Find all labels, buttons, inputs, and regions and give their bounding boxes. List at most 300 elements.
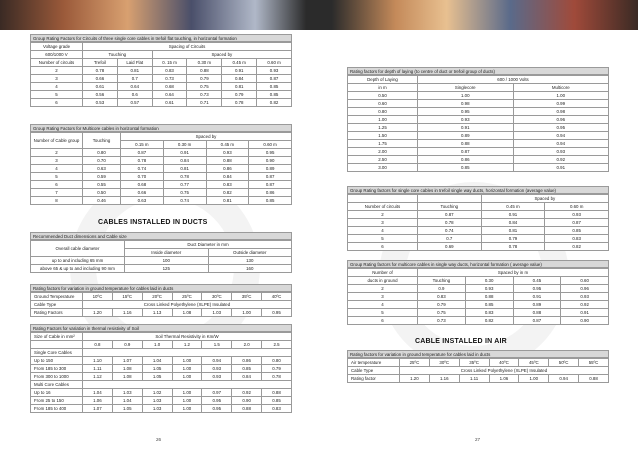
column-header: Number of circuits — [31, 59, 83, 67]
table-cell: 3.00 — [348, 164, 418, 172]
table-cell: 1.05 — [142, 373, 172, 381]
depth-table — [347, 75, 609, 172]
table-cell: 0.96 — [513, 116, 609, 124]
table-cell: 0.95 — [202, 397, 232, 405]
resistivity-cell: 0.9 — [112, 341, 142, 349]
thermal-table — [30, 332, 292, 413]
table-cell: 0.74 — [163, 197, 206, 205]
table-row — [31, 189, 292, 197]
table-cell: 0.69 — [418, 243, 482, 251]
table-cell: 1.75 — [348, 140, 418, 148]
table-row — [348, 108, 609, 116]
table-cell: 0.64 — [152, 91, 187, 99]
table-cell: 1.03 — [142, 397, 172, 405]
table-cell: 0.93 — [545, 211, 609, 219]
table-cell: 0.80 — [262, 357, 292, 365]
trefoil-rating-box — [30, 34, 292, 107]
table-cell: 0.85 — [465, 301, 513, 309]
column-header: Touching — [418, 277, 466, 285]
table-cell: 0.63 — [83, 165, 121, 173]
trefoil-table — [30, 42, 292, 107]
table-cell: 0.93 — [206, 149, 249, 157]
table-cell: 0.83 — [545, 235, 609, 243]
table-cell: 5 — [348, 309, 418, 317]
table-cell: 3 — [31, 75, 83, 83]
table-cell: 1.03 — [142, 405, 172, 413]
table-row — [348, 148, 609, 156]
table-cell: 0.73 — [187, 91, 222, 99]
table-header-row — [348, 277, 609, 285]
table-cell: 1.04 — [112, 397, 142, 405]
multi-core-label: Multi Core Cables — [31, 381, 83, 389]
table-cell: 0.95 — [513, 285, 561, 293]
single-ducts-title: Group Rating factors for single core cables in trefoil single way ducts, horizontal formation (average value) — [347, 186, 609, 194]
thermal-resistivity-box — [30, 324, 292, 413]
table-cell: 0.78 — [163, 173, 206, 181]
temp-cell: 30ºC — [202, 293, 232, 301]
table-row — [348, 293, 609, 301]
table-cell: 0.87 — [418, 148, 514, 156]
table-cell: 0.66 — [83, 75, 118, 83]
table-cell: 0.91 — [481, 211, 545, 219]
column-header: 0.45 m — [206, 141, 249, 149]
table-cell: 0.68 — [152, 83, 187, 91]
temp-cell: 15ºC — [112, 293, 142, 301]
voltage-value: 600/1000 V — [31, 51, 83, 59]
table-cell: 0.79 — [481, 235, 545, 243]
duct-title: Recommended Duct dimensions and Cable size — [30, 232, 292, 240]
table-cell: 1.05 — [142, 365, 172, 373]
table-cell: 0.79 — [262, 365, 292, 373]
table-cell: 0.95 — [513, 124, 609, 132]
table-cell: Up to 150 — [31, 357, 83, 365]
table-cell: From 300 to 1000 — [31, 373, 83, 381]
table-cell: 0.81 — [163, 165, 206, 173]
table-row — [348, 164, 609, 172]
table-cell: 0.89 — [249, 165, 292, 173]
factor-cell: 1.03 — [202, 309, 232, 317]
column-header: 0.60 — [561, 277, 609, 285]
column-header: 0. 15 m — [152, 59, 187, 67]
unit-label: in m — [348, 84, 418, 92]
table-cell: 0.77 — [163, 181, 206, 189]
table-cell: 0.75 — [418, 309, 466, 317]
table-cell: 0.95 — [202, 405, 232, 413]
inside-diameter-header: Inside diameter — [125, 249, 209, 257]
ground-temp-table — [30, 292, 292, 317]
table-cell: 0.7 — [418, 235, 482, 243]
factor-cell: 1.20 — [400, 375, 430, 383]
table-cell: 0.87 — [257, 75, 292, 83]
table-header-row — [31, 59, 292, 67]
table-cell: 0.78 — [222, 99, 257, 107]
table-cell: 0.79 — [187, 75, 222, 83]
table-cell: 1.12 — [83, 373, 113, 381]
table-cell: 0.80 — [83, 149, 121, 157]
table-row — [31, 365, 292, 373]
table-cell: 0.81 — [117, 67, 152, 75]
table-cell: 1.00 — [418, 92, 514, 100]
table-row — [348, 211, 609, 219]
duct-diameter-header: Duct Diameter in mm — [125, 241, 292, 249]
header-banner — [0, 0, 638, 30]
table-row — [348, 227, 609, 235]
table-cell: 2 — [348, 211, 418, 219]
table-cell: 1.07 — [83, 405, 113, 413]
table-cell: 0.91 — [418, 124, 514, 132]
factor-cell: 1.00 — [232, 309, 262, 317]
table-cell: 2 — [31, 149, 83, 157]
table-cell: 0.91 — [163, 149, 206, 157]
table-cell: 0.73 — [418, 317, 466, 325]
table-cell: 0.93 — [202, 373, 232, 381]
table-cell: 0.78 — [481, 243, 545, 251]
table-cell: 1.00 — [172, 373, 202, 381]
cable-type-value: Cross Linked Polyethylene (XLPE) Insulated — [400, 367, 609, 375]
resistivity-cell: 0.8 — [83, 341, 113, 349]
table-cell: 0.93 — [418, 116, 514, 124]
table-cell: 1.02 — [142, 389, 172, 397]
table-cell: 0.85 — [262, 397, 292, 405]
rating-factor-label: Rating factor — [348, 375, 400, 383]
table-cell: 0.74 — [418, 227, 482, 235]
table-cell: 1.00 — [348, 116, 418, 124]
table-cell: 1.00 — [172, 357, 202, 365]
factor-cell: 1.16 — [429, 375, 459, 383]
factor-cell: 1.16 — [112, 309, 142, 317]
table-cell: 1.11 — [83, 365, 113, 373]
table-row — [31, 181, 292, 189]
ground-temp-title: Rating factors for variation in ground temperature for cables laid in ducts — [30, 284, 292, 292]
table-cell: 0.84 — [222, 75, 257, 83]
table-cell: 0.85 — [249, 197, 292, 205]
table-cell: 0.86 — [249, 189, 292, 197]
table-cell: 0.86 — [206, 165, 249, 173]
table-cell: 0.88 — [418, 140, 514, 148]
table-cell: 0.96 — [561, 285, 609, 293]
table-cell: 2.00 — [348, 148, 418, 156]
table-cell: 3 — [31, 157, 83, 165]
table-cell: 0.91 — [513, 293, 561, 301]
table-cell: 0.80 — [348, 108, 418, 116]
table-row — [31, 357, 292, 365]
table-cell: 0.64 — [117, 83, 152, 91]
single-core-ducts-box — [347, 186, 609, 251]
table-cell: 0.88 — [513, 309, 561, 317]
depth-label: Depth of Laying — [348, 76, 418, 84]
table-cell: 6 — [348, 243, 418, 251]
size-label: Size of Cable in mm² — [31, 333, 83, 341]
table-cell: 1.00 — [172, 397, 202, 405]
table-cell: 0.92 — [561, 301, 609, 309]
table-cell: 0.50 — [348, 92, 418, 100]
section-heading-ducts: CABLES INSTALLED IN DUCTS — [98, 219, 208, 226]
table-cell: 0.53 — [83, 99, 118, 107]
table-cell: 5 — [348, 235, 418, 243]
table-cell: 0.94 — [513, 140, 609, 148]
column-header: 0.15 m — [121, 141, 164, 149]
table-cell: 0.95 — [418, 108, 514, 116]
table-cell: 0.94 — [513, 132, 609, 140]
table-cell: 2.50 — [348, 156, 418, 164]
table-cell: 0.94 — [202, 357, 232, 365]
temp-cell: 35ºC — [232, 293, 262, 301]
column-header: 0.30 — [465, 277, 513, 285]
table-cell: 0.81 — [206, 197, 249, 205]
table-cell: 0.79 — [418, 301, 466, 309]
table-cell: 0.71 — [187, 99, 222, 107]
multicore-header: Multicore — [513, 84, 609, 92]
table-cell: 0.83 — [465, 309, 513, 317]
table-cell: 3 — [348, 293, 418, 301]
table-cell: 1.08 — [112, 365, 142, 373]
resistivity-cell: 1.0 — [142, 341, 172, 349]
table-cell: From 185 to 400 — [31, 405, 83, 413]
table-cell: 0.68 — [121, 181, 164, 189]
table-cell: 1.00 — [513, 92, 609, 100]
table-cell: 0.78 — [83, 67, 118, 75]
overall-diameter-header: Overall cable diameter — [31, 241, 125, 257]
table-row — [31, 173, 292, 181]
table-cell: 1.00 — [172, 405, 202, 413]
table-cell: 0.81 — [222, 83, 257, 91]
table-cell: 0.56 — [83, 91, 118, 99]
table-cell: 0.83 — [152, 67, 187, 75]
number-of-label: Number of — [348, 269, 418, 277]
factor-cell: 1.08 — [172, 309, 202, 317]
table-cell: 0.78 — [262, 373, 292, 381]
multi-ducts-title: Group Rating factors for multicore cables in single way ducts, horizontal formation ( average value) — [347, 260, 609, 268]
table-row — [348, 156, 609, 164]
table-cell: 1.50 — [348, 132, 418, 140]
temp-cell: 55ºC — [579, 359, 609, 367]
table-cell: 0.87 — [513, 317, 561, 325]
page-number: 26 — [156, 437, 162, 442]
resistivity-header: Soil Thermal Resistivity in Km/W — [83, 333, 292, 341]
table-cell: 1.25 — [348, 124, 418, 132]
thermal-title: Rating Factors for variation in thermal resistivity of Soil — [30, 324, 292, 332]
air-temp-table — [347, 358, 609, 383]
table-cell: 100 — [125, 257, 209, 265]
table-cell: 0.66 — [121, 189, 164, 197]
temp-cell: 10ºC — [83, 293, 113, 301]
cable-type-label: Cable Type — [31, 301, 83, 309]
table-cell: 130 — [208, 257, 292, 265]
cable-group-header: Number of Cable group — [31, 133, 83, 149]
table-cell: 0.88 — [465, 293, 513, 301]
table-cell: 0.85 — [418, 164, 514, 172]
table-cell: above 65 & up to and including 90 mm — [31, 265, 125, 273]
table-row — [31, 265, 292, 273]
table-cell: 1.05 — [112, 405, 142, 413]
table-cell: 0.84 — [206, 173, 249, 181]
table-cell: 0.88 — [187, 67, 222, 75]
table-cell: 0.87 — [249, 173, 292, 181]
table-cell: 0.93 — [513, 148, 609, 156]
temp-cell: 45ºC — [519, 359, 549, 367]
touching-header: Touching — [83, 133, 121, 149]
temp-cell: 25ºC — [400, 359, 430, 367]
table-cell: 0.93 — [561, 293, 609, 301]
voltage-label: Voltage grade — [31, 43, 83, 51]
cable-type-value: Cross Linked Polyethylene (XLPE) Insulated — [83, 301, 292, 309]
table-cell: 0.70 — [83, 157, 121, 165]
column-header: 0.30 m — [163, 141, 206, 149]
table-row — [348, 124, 609, 132]
table-cell: 2 — [31, 67, 83, 75]
table-cell: 3 — [348, 219, 418, 227]
table-cell: 0.89 — [418, 132, 514, 140]
column-header: Trefoil — [83, 59, 118, 67]
table-cell: 0.75 — [187, 83, 222, 91]
table-cell: 0.87 — [121, 149, 164, 157]
table-cell: 0.84 — [163, 157, 206, 165]
table-cell: 0.98 — [418, 100, 514, 108]
table-cell: 1.07 — [112, 357, 142, 365]
table-cell: 0.92 — [232, 389, 262, 397]
table-cell: 160 — [208, 265, 292, 273]
ground-temperature-box — [30, 284, 292, 317]
single-ducts-table — [347, 194, 609, 251]
column-header: 0.45 m — [481, 203, 545, 211]
column-header: 0.60 m — [249, 141, 292, 149]
page-number: 27 — [475, 437, 481, 442]
factor-cell: 1.06 — [489, 375, 519, 383]
table-cell: 4 — [348, 301, 418, 309]
table-row — [31, 99, 292, 107]
table-row — [348, 92, 609, 100]
table-row — [31, 373, 292, 381]
table-row — [348, 317, 609, 325]
table-cell: 7 — [31, 189, 83, 197]
table-cell: 0.84 — [232, 373, 262, 381]
table-cell: 0.83 — [418, 293, 466, 301]
temp-cell: 50ºC — [549, 359, 579, 367]
table-cell: 0.61 — [152, 99, 187, 107]
table-cell: 0.93 — [202, 365, 232, 373]
table-cell: From 185 to 300 — [31, 365, 83, 373]
table-cell: 0.59 — [83, 173, 121, 181]
voltage-label: 600 / 1000 Volts — [418, 76, 609, 84]
table-row — [348, 116, 609, 124]
table-cell: 0.87 — [545, 219, 609, 227]
spaced-by-header: Spaced by — [481, 195, 608, 203]
column-header: Laid Flat — [117, 59, 152, 67]
table-row — [348, 140, 609, 148]
factor-cell: 0.94 — [549, 375, 579, 383]
table-cell: 0.85 — [257, 91, 292, 99]
table-cell: 0.88 — [232, 405, 262, 413]
table-cell: 0.82 — [545, 243, 609, 251]
table-cell: 0.73 — [152, 75, 187, 83]
resistivity-cell: 2.0 — [232, 341, 262, 349]
air-temp-label: Air temperature — [348, 359, 400, 367]
table-cell: 0.7 — [117, 75, 152, 83]
right-page — [319, 32, 638, 452]
table-cell: 0.92 — [513, 156, 609, 164]
table-cell: 0.90 — [249, 157, 292, 165]
depth-of-laying-box — [347, 67, 609, 172]
factor-cell: 1.00 — [519, 375, 549, 383]
table-cell: 0.85 — [545, 227, 609, 235]
table-row — [348, 309, 609, 317]
resistivity-cell: 1.2 — [172, 341, 202, 349]
resistivity-cell: 2.5 — [262, 341, 292, 349]
table-cell: 2 — [348, 285, 418, 293]
table-cell: 4 — [348, 227, 418, 235]
table-cell: Up to 16 — [31, 389, 83, 397]
ground-temp-label: Ground Temperature — [31, 293, 83, 301]
column-header: Touching — [418, 203, 482, 211]
spaced-by-header: Spaced by — [121, 133, 292, 141]
cable-type-label: Cable Type — [348, 367, 400, 375]
table-cell: 0.75 — [163, 189, 206, 197]
multicore-rating-box — [30, 124, 292, 205]
table-cell: 0.78 — [121, 157, 164, 165]
temp-cell: 40ºC — [262, 293, 292, 301]
table-cell: 6 — [31, 181, 83, 189]
table-row — [348, 235, 609, 243]
touching-header: Touching — [83, 51, 153, 59]
spacing-header: Spacing of Circuits — [83, 43, 292, 51]
air-temperature-box — [347, 350, 609, 383]
rating-factors-label: Rating Factors — [31, 309, 83, 317]
table-row — [31, 149, 292, 157]
depth-title: Rating factors for depth of laying (to centre of duct or trefoil group of ducts) — [347, 67, 609, 75]
table-cell: 0.88 — [206, 157, 249, 165]
table-cell: up to and including 65 mm — [31, 257, 125, 265]
duct-table — [30, 240, 292, 273]
table-cell: 0.83 — [262, 405, 292, 413]
table-cell: 0.70 — [121, 173, 164, 181]
table-cell: 0.63 — [121, 197, 164, 205]
table-cell: 0.86 — [418, 156, 514, 164]
table-row — [348, 285, 609, 293]
table-cell: 0.60 — [348, 100, 418, 108]
table-cell: 125 — [125, 265, 209, 273]
table-cell: 6 — [31, 99, 83, 107]
table-cell: 1.06 — [83, 397, 113, 405]
table-cell: 0.98 — [513, 108, 609, 116]
air-temp-title: Rating factors for variation in ground temperature for cables laid in ducts — [347, 350, 609, 358]
table-row — [31, 397, 292, 405]
temp-cell: 25ºC — [172, 293, 202, 301]
table-cell: 0.82 — [257, 99, 292, 107]
table-cell: 8 — [31, 197, 83, 205]
table-cell: 1.00 — [172, 365, 202, 373]
table-cell: 0.93 — [465, 285, 513, 293]
table-cell: 0.87 — [418, 211, 482, 219]
table-cell: 0.9 — [418, 285, 466, 293]
table-cell: 0.89 — [513, 301, 561, 309]
table-row — [31, 165, 292, 173]
table-cell: 0.90 — [232, 397, 262, 405]
column-header: 0.30 m — [187, 59, 222, 67]
table-cell: 1.04 — [142, 357, 172, 365]
column-header: 0.45 m — [222, 59, 257, 67]
column-header: 0.45 — [513, 277, 561, 285]
table-cell: 0.91 — [222, 67, 257, 75]
table-header-row — [348, 203, 609, 211]
table-row — [31, 405, 292, 413]
table-row — [31, 67, 292, 75]
table-cell: 0.99 — [513, 100, 609, 108]
table-cell: 0.86 — [232, 357, 262, 365]
temp-cell: 30ºC — [429, 359, 459, 367]
table-row — [31, 197, 292, 205]
table-cell: 0.6 — [117, 91, 152, 99]
table-row — [31, 83, 292, 91]
